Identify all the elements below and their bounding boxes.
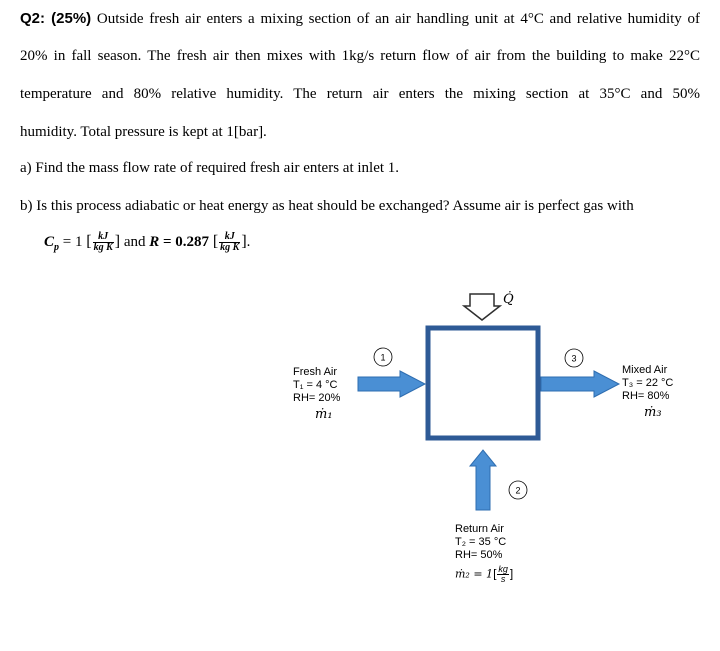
r-symbol: R bbox=[149, 233, 160, 250]
cp-symbol: C bbox=[44, 233, 55, 250]
r-unit-den: kg K bbox=[220, 242, 240, 253]
question-line-3: temperature and 80% relative humidity. The return air enters the mixing section at 35°C and 50% bbox=[20, 86, 700, 102]
mixed-air-rh: RH= 80% bbox=[622, 390, 670, 402]
state-1-number: 1 bbox=[380, 352, 386, 363]
question-label: Q2: (25%) bbox=[20, 10, 92, 27]
heat-label: Q̇ bbox=[503, 292, 514, 307]
return-air-unit-num: kg bbox=[498, 564, 508, 574]
property-formula: $C_p = 1$ [ $\frac{kJ}{\text{kg K}}$ ] and R = 0.287 [ $\frac{kJ}{\text{kg K}}$ ]. bbox=[44, 231, 251, 253]
question-text-1: Outside fresh air enters a mixing section of an air handling unit at 4°C and relative humidity of bbox=[96, 11, 701, 27]
return-air-flow: ṁ₂ = 1 bbox=[455, 567, 494, 581]
mixed-air-temp: T₃ = 22 °C bbox=[622, 377, 674, 389]
fresh-air-temp: T₁ = 4 °C bbox=[293, 379, 338, 391]
question-line-4: humidity. Total pressure is kept at 1[bar]. bbox=[20, 124, 267, 140]
fresh-air-title: Fresh Air bbox=[293, 366, 338, 378]
cp-unit-den: kg K bbox=[93, 242, 113, 253]
part-b: b) Is this process adiabatic or heat energy as heat should be exchanged? Assume air is perfect gas with bbox=[20, 198, 634, 214]
fresh-air-flow: ṁ₁ bbox=[315, 407, 333, 422]
return-air-flow-row: ṁ₂ = 1[ $\frac{kg}{s}$ ] bbox=[455, 564, 514, 584]
state-3-number: 3 bbox=[571, 353, 577, 364]
question-line-2: 20% in fall season. The fresh air then mixes with 1kg/s return flow of air from the building to make 22°C bbox=[20, 48, 700, 64]
return-air-unit-den: s bbox=[500, 574, 506, 584]
fresh-air-rh: RH= 20% bbox=[293, 392, 341, 404]
r-value: = 0.287 bbox=[159, 233, 213, 250]
cp-value: = 1 bbox=[59, 233, 87, 250]
mixed-air-labels bbox=[622, 364, 673, 419]
return-air-flow-unit bbox=[497, 565, 509, 584]
inlet-2-arrow-icon bbox=[470, 450, 496, 510]
and-text: and bbox=[120, 233, 150, 250]
cp-unit-num: kJ bbox=[93, 232, 114, 243]
formula-end: . bbox=[246, 233, 251, 250]
return-air-title: Return Air bbox=[455, 523, 504, 535]
state-2-number: 2 bbox=[515, 485, 521, 496]
cp-subscript: p bbox=[54, 241, 60, 253]
mixing-chamber-box bbox=[428, 328, 538, 438]
outlet-3-arrow-icon bbox=[541, 371, 619, 397]
mixed-air-title: Mixed Air bbox=[622, 364, 668, 376]
heat-arrow-icon bbox=[464, 294, 500, 320]
inlet-1-arrow-icon bbox=[358, 371, 425, 397]
return-air-temp: T₂ = 35 °C bbox=[455, 536, 507, 548]
return-air-labels bbox=[455, 523, 513, 584]
fresh-air-labels bbox=[293, 366, 340, 421]
part-a: a) Find the mass flow rate of required fresh air enters at inlet 1. bbox=[20, 160, 400, 176]
return-air-rh: RH= 50% bbox=[455, 549, 503, 561]
r-unit-num: kJ bbox=[219, 232, 240, 243]
mixed-air-flow: ṁ₃ bbox=[644, 405, 662, 420]
